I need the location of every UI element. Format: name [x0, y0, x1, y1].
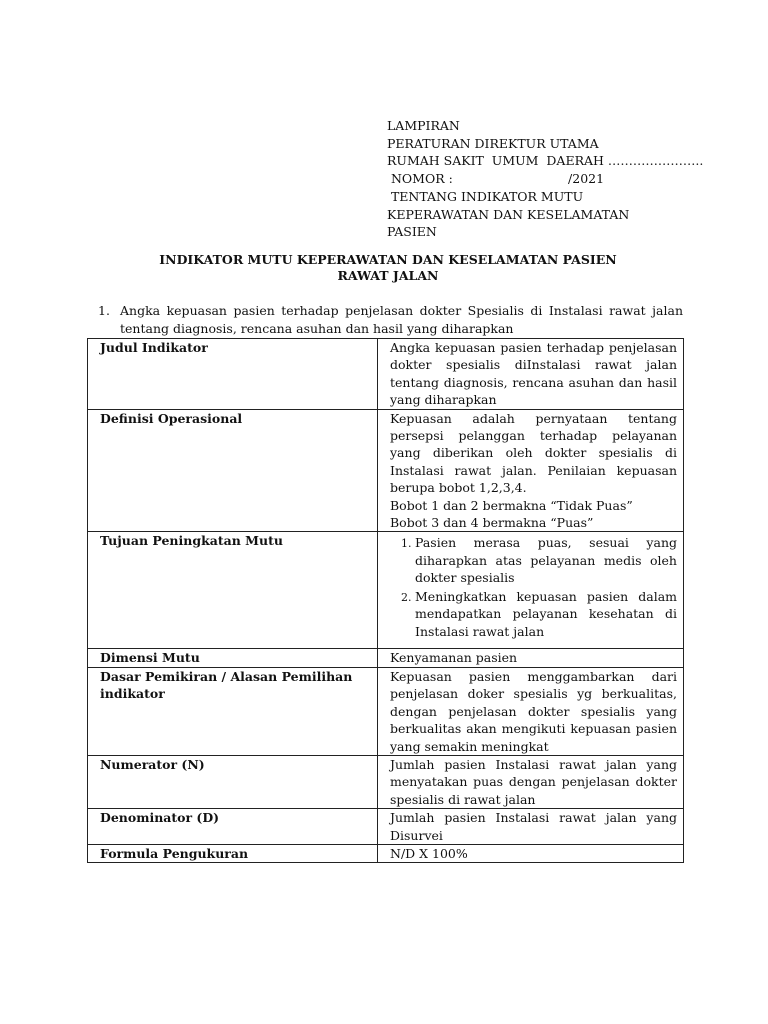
- tujuan-item-2: 2. Meningkatkan kepuasan pasien dalam mendapatkan pelayanan kesehatan di Instalasi rawat jalan: [415, 588, 677, 640]
- table-row: [88, 809, 684, 845]
- table-row: [88, 649, 684, 667]
- definisi-bobot-2: Bobot 3 dan 4 bermakna “Puas”: [390, 515, 594, 531]
- row-label-dimensi: Dimensi Mutu: [88, 649, 378, 667]
- row-label-formula: Formula Pengukuran: [88, 844, 378, 862]
- definisi-bobot-1: Bobot 1 dan 2 bermakna “Tidak Puas”: [390, 497, 633, 513]
- row-label-judul: Judul Indikator: [88, 339, 378, 410]
- header-line-pasien: PASIEN: [387, 224, 437, 240]
- table-row: [88, 339, 684, 410]
- header-line-keperawatan: KEPERAWATAN DAN KESELAMATAN: [387, 206, 630, 222]
- table-row: [88, 667, 684, 755]
- document-header: [387, 117, 703, 241]
- row-value-numerator: Jumlah pasien Instalasi rawat jalan yang menyatakan puas dengan penjelasan dokter spesialis di rawat jalan: [378, 755, 684, 808]
- indicator-heading: [98, 302, 683, 338]
- indicator-number: 1.: [98, 303, 110, 318]
- row-value-formula: N/D X 100%: [378, 844, 684, 862]
- tujuan-list: [390, 534, 677, 639]
- table-row: [88, 844, 684, 862]
- row-label-numerator: Numerator (N): [88, 755, 378, 808]
- table-row: [88, 409, 684, 532]
- header-line-nomor: NOMOR : /2021: [387, 171, 605, 187]
- row-label-denominator: Denominator (D): [88, 809, 378, 845]
- row-label-dasar: Dasar Pemikiran / Alasan Pemilihan indikator: [88, 667, 378, 755]
- header-line-peraturan: PERATURAN DIREKTUR UTAMA: [387, 135, 599, 151]
- row-label-definisi: Definisi Operasional: [88, 409, 378, 532]
- row-value-dimensi: Kenyamanan pasien: [378, 649, 684, 667]
- table-row: [88, 532, 684, 649]
- tujuan-item-1: 1. Pasien merasa puas, sesuai yang diharapkan atas pelayanan medis oleh dokter spesialis: [415, 534, 677, 586]
- header-line-rumah-sakit: RUMAH SAKIT UMUM DAERAH …………………..: [387, 153, 704, 169]
- title-line-2: RAWAT JALAN: [337, 268, 439, 283]
- title-line-1: INDIKATOR MUTU KEPERAWATAN DAN KESELAMATAN PASIEN: [159, 252, 617, 267]
- row-value-denominator: Jumlah pasien Instalasi rawat jalan yang Disurvei: [378, 809, 684, 845]
- indicator-heading-text: Angka kepuasan pasien terhadap penjelasan dokter Spesialis di Instalasi rawat jalan tentang diagnosis, rencana asuhan dan hasil yang diharapkan: [120, 303, 683, 336]
- definisi-text: Kepuasan adalah pernyataan tentang persepsi pelanggan terhadap pelayanan yang diberikan oleh dokter spesialis di Instalasi rawat jalan. Penilaian kepuasan berupa bobot 1,2,3,4.: [390, 410, 677, 496]
- indicator-table: [87, 338, 684, 863]
- row-label-tujuan: Tujuan Peningkatan Mutu: [88, 532, 378, 649]
- row-value-definisi: [378, 409, 684, 532]
- row-value-dasar: Kepuasan pasien menggambarkan dari penjelasan doker spesialis yg berkualitas, dengan penjelasan dokter spesialis yang berkualitas akan mengikuti kepuasan pasien yang semakin meningkat: [378, 667, 684, 755]
- header-line-lampiran: LAMPIRAN: [387, 118, 460, 133]
- document-title: [90, 252, 686, 284]
- row-value-tujuan: [378, 532, 684, 649]
- row-value-judul: Angka kepuasan pasien terhadap penjelasan dokter spesialis diInstalasi rawat jalan tentang diagnosis, rencana asuhan dan hasil yang diharapkan: [378, 339, 684, 410]
- header-line-tentang: TENTANG INDIKATOR MUTU: [387, 188, 584, 204]
- table-row: [88, 755, 684, 808]
